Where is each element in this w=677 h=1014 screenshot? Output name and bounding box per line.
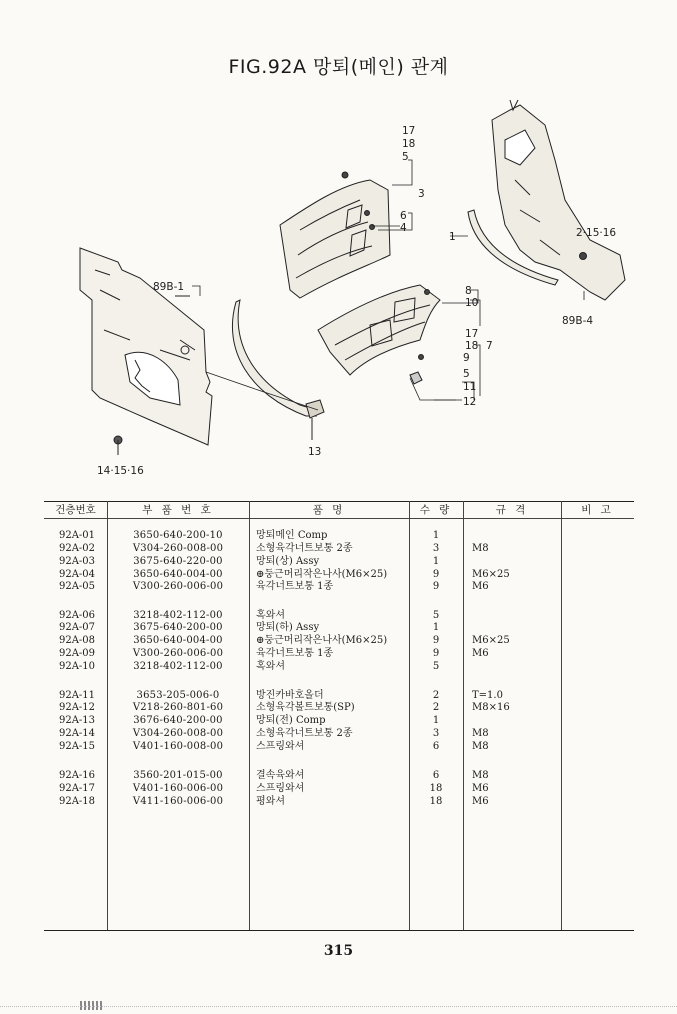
table-row xyxy=(44,741,634,754)
cell-part: 3560-201-015-00 xyxy=(133,770,223,781)
cell-name: 평와셔 xyxy=(256,796,285,807)
table-bottom-rule xyxy=(44,930,634,931)
cell-name: 육각너트보통 1종 xyxy=(256,581,334,592)
cell-spec: M8×16 xyxy=(472,702,510,713)
cell-part: 3218-402-112-00 xyxy=(133,610,223,621)
cell-qty: 2 xyxy=(432,690,440,701)
cell-name: 스프링와셔 xyxy=(256,783,305,794)
cell-qty: 6 xyxy=(432,770,440,781)
main-frame-drawing xyxy=(80,248,212,455)
cell-qty: 9 xyxy=(432,569,440,580)
cell-no: 92A-15 xyxy=(58,741,96,752)
cell-name: 스프링와셔 xyxy=(256,741,305,752)
cell-no: 92A-10 xyxy=(58,661,96,672)
cell-spec: M8 xyxy=(472,741,489,752)
cell-spec: M8 xyxy=(472,728,489,739)
cell-name: 망퇴(하) Assy xyxy=(256,622,320,633)
table-row xyxy=(44,702,634,715)
page-number: 315 xyxy=(323,943,354,959)
cell-no: 92A-01 xyxy=(58,530,96,541)
table-row xyxy=(44,610,634,623)
table-row xyxy=(44,543,634,556)
cell-part: 3650-640-200-10 xyxy=(133,530,223,541)
cell-part: 3653-205-006-0 xyxy=(136,690,220,701)
cell-name: 혹와셔 xyxy=(256,610,285,621)
header-part: 부 품 번 호 xyxy=(142,504,214,516)
cell-qty: 1 xyxy=(432,715,440,726)
callout-89b-4: 89B-4 xyxy=(562,315,594,327)
cell-part: V304-260-008-00 xyxy=(132,728,224,739)
cell-spec: M8 xyxy=(472,770,489,781)
cell-part: V300-260-006-00 xyxy=(132,581,224,592)
cell-name: ⊕둥근머리작은나사(M6×25) xyxy=(256,635,388,646)
header-spec: 규 격 xyxy=(495,504,529,516)
callout-5: 5 xyxy=(402,151,409,163)
cell-no: 92A-17 xyxy=(58,783,96,794)
callout-14-15-16: 14·15·16 xyxy=(97,465,144,477)
cell-no: 92A-07 xyxy=(58,622,96,633)
cell-no: 92A-14 xyxy=(58,728,96,739)
table-row xyxy=(44,648,634,661)
cell-spec: T=1.0 xyxy=(472,690,503,701)
cell-part: 3675-640-200-00 xyxy=(133,622,223,633)
callout-10: 10 xyxy=(465,297,479,309)
cell-no: 92A-03 xyxy=(58,556,96,567)
table-row xyxy=(44,581,634,594)
cell-spec: M6×25 xyxy=(472,635,510,646)
cell-part: 3650-640-004-00 xyxy=(133,569,223,580)
parts-table xyxy=(44,501,634,930)
cell-name: 소형육각너트보통 2종 xyxy=(256,728,353,739)
callout-9: 9 xyxy=(463,352,470,364)
table-row xyxy=(44,635,634,648)
table-row xyxy=(44,622,634,635)
table-row xyxy=(44,770,634,783)
cell-qty: 1 xyxy=(432,622,440,633)
callout-12: 12 xyxy=(463,396,477,408)
cell-name: 소형육각너트보통 2종 xyxy=(256,543,353,554)
cell-name: 결속육와셔 xyxy=(256,770,305,781)
callout-7: 7 xyxy=(486,340,493,352)
table-row xyxy=(44,783,634,796)
exploded-parts-diagram xyxy=(0,0,677,490)
cell-spec: M6 xyxy=(472,796,489,807)
cell-name: 망퇴(상) Assy xyxy=(256,556,320,567)
cell-qty: 6 xyxy=(432,741,440,752)
cell-no: 92A-02 xyxy=(58,543,96,554)
cell-no: 92A-12 xyxy=(58,702,96,713)
cell-no: 92A-18 xyxy=(58,796,96,807)
header-note: 비 고 xyxy=(581,504,614,516)
cell-part: V304-260-008-00 xyxy=(132,543,224,554)
callout-6: 6 xyxy=(400,210,407,222)
table-row xyxy=(44,530,634,543)
cell-no: 92A-09 xyxy=(58,648,96,659)
cell-part: V218-260-801-60 xyxy=(132,702,224,713)
cell-name: 혹와셔 xyxy=(256,661,285,672)
cell-name: 망퇴(전) Comp xyxy=(256,715,326,726)
cell-spec: M6 xyxy=(472,581,489,592)
table-row xyxy=(44,661,634,674)
table-row xyxy=(44,690,634,703)
cell-spec: M6 xyxy=(472,648,489,659)
callout-13: 13 xyxy=(308,446,322,458)
cell-no: 92A-11 xyxy=(58,690,96,701)
cell-spec: M8 xyxy=(472,543,489,554)
callout-11: 11 xyxy=(463,381,477,393)
header-name: 품 명 xyxy=(312,504,346,516)
cell-part: 3676-640-200-00 xyxy=(133,715,223,726)
callout-2-15-16: 2·15·16 xyxy=(576,227,617,239)
callout-1: 1 xyxy=(449,231,456,243)
cell-qty: 18 xyxy=(429,783,443,794)
callout-3: 3 xyxy=(418,188,425,200)
cell-qty: 9 xyxy=(432,648,440,659)
callout-18: 18 xyxy=(402,138,416,150)
table-row xyxy=(44,715,634,728)
cell-no: 92A-06 xyxy=(58,610,96,621)
table-row xyxy=(44,556,634,569)
cell-part: V401-160-006-00 xyxy=(132,783,224,794)
callout-89b-1: 89B-1 xyxy=(153,281,185,293)
callout-8: 8 xyxy=(465,285,472,297)
cell-name: 소형육각볼트보통(SP) xyxy=(256,702,355,713)
callout-18b: 18 xyxy=(465,340,479,352)
front-curved-cover-drawing xyxy=(232,300,324,440)
lower-cover-drawing xyxy=(318,285,440,384)
cell-qty: 9 xyxy=(432,581,440,592)
cell-part: V300-260-006-00 xyxy=(132,648,224,659)
cell-part: 3675-640-220-00 xyxy=(133,556,223,567)
right-cover-drawing xyxy=(492,100,625,300)
cell-name: 육각너트보통 1종 xyxy=(256,648,334,659)
cell-qty: 18 xyxy=(429,796,443,807)
cell-qty: 9 xyxy=(432,635,440,646)
callout-17: 17 xyxy=(402,125,416,137)
figure-title: FIG.92A 망퇴(메인) 관계 xyxy=(228,56,449,78)
cell-qty: 5 xyxy=(432,610,440,621)
cell-no: 92A-05 xyxy=(58,581,96,592)
cell-no: 92A-08 xyxy=(58,635,96,646)
table-row xyxy=(44,796,634,809)
table-row xyxy=(44,569,634,582)
cell-qty: 3 xyxy=(432,543,440,554)
callout-17b: 17 xyxy=(465,328,479,340)
cell-spec: M6 xyxy=(472,783,489,794)
cell-part: V401-160-008-00 xyxy=(132,741,224,752)
cell-part: V411-160-006-00 xyxy=(132,796,224,807)
cell-qty: 1 xyxy=(432,556,440,567)
cell-no: 92A-04 xyxy=(58,569,96,580)
cell-qty: 3 xyxy=(432,728,440,739)
cell-qty: 5 xyxy=(432,661,440,672)
cell-spec: M6×25 xyxy=(472,569,510,580)
cell-qty: 2 xyxy=(432,702,440,713)
table-row xyxy=(44,728,634,741)
callout-4: 4 xyxy=(400,222,407,234)
cell-name: 망퇴메인 Comp xyxy=(256,530,328,541)
cell-part: 3650-640-004-00 xyxy=(133,635,223,646)
cell-qty: 1 xyxy=(432,530,440,541)
callout-5b: 5 xyxy=(463,368,470,380)
header-qty: 수 량 xyxy=(419,504,453,516)
cell-part: 3218-402-112-00 xyxy=(133,661,223,672)
cell-name: 방진카바호올더 xyxy=(256,690,324,701)
cell-no: 92A-16 xyxy=(58,770,96,781)
upper-cover-drawing xyxy=(280,172,390,298)
cell-name: ⊕둥근머리작은나사(M6×25) xyxy=(256,569,388,580)
cell-no: 92A-13 xyxy=(58,715,96,726)
header-no: 건층번호 xyxy=(55,504,96,516)
